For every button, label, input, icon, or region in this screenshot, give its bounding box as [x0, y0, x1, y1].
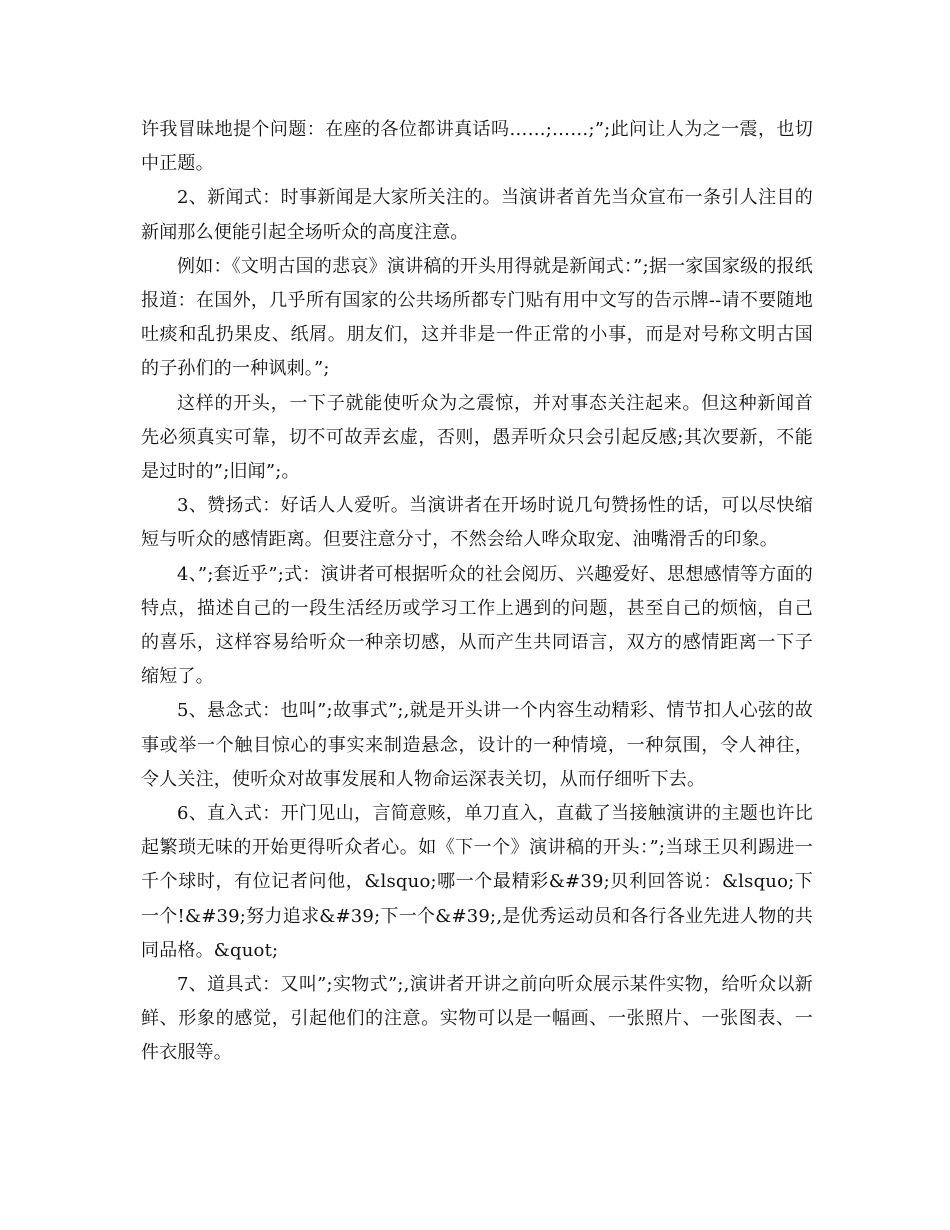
paragraph-continuation: 许我冒昧地提个问题：在座的各位都讲真话吗……;……;”;此问让人为之一震，也切中正题。 [141, 119, 813, 175]
paragraph-praise-style: 3、赞扬式：好话人人爱听。当演讲者在开场时说几句赞扬性的话，可以尽快缩短与听众的感情距离。但要注意分寸，不然会给人哗众取宠、油嘴滑舌的印象。 [141, 495, 813, 551]
paragraph-news-example: 例如：《文明古国的悲哀》演讲稿的开头用得就是新闻式：”;据一家国家级的报纸报道：在国外，几乎所有国家的公共场所都专门贴有用中文写的告示牌--请不要随地吐痰和乱扔果皮、纸屑。朋友们，这并非是一件正常的小事，而是对号称文明古国的子孙们的一种讽刺。”; [141, 255, 813, 380]
paragraph-rapport-style: 4、”;套近乎”;式：演讲者可根据听众的社会阅历、兴趣爱好、思想感情等方面的特点，描述自己的一段生活经历或学习工作上遇到的问题，甚至自己的烦恼，自己的喜乐，这样容易给听众一种亲切感，从而产生共同语言，双方的感情距离一下子缩短了。 [141, 563, 813, 688]
paragraph-news-style: 2、新闻式：时事新闻是大家所关注的。当演讲者首先当众宣布一条引人注目的新闻那么便能引起全场听众的高度注意。 [141, 187, 813, 243]
paragraph-direct-style: 6、直入式：开门见山，言简意赅，单刀直入，直截了当接触演讲的主题也许比起繁琐无味的开始更得听众者心。如《下一个》演讲稿的开头：”;当球王贝利踢进一千个球时，有位记者问他，&lsquo;哪一个最精彩&#39;贝利回答说：&lsquo;下一个!&#39;努力追求&#39;下一个&#39;,是优秀运动员和各行各业先进人物的共同品格。&quot; [141, 803, 813, 961]
paragraph-prop-style: 7、道具式：又叫”;实物式”;,演讲者开讲之前向听众展示某件实物，给听众以新鲜、形象的感觉，引起他们的注意。实物可以是一幅画、一张照片、一张图表、一件衣服等。 [141, 974, 813, 1064]
paragraph-news-comment: 这样的开头，一下子就能使听众为之震惊，并对事态关注起来。但这种新闻首先必须真实可靠，切不可故弄玄虚，否则，愚弄听众只会引起反感;其次要新，不能是过时的”;旧闻”;。 [141, 392, 813, 483]
document-body [141, 113, 813, 1071]
paragraph-suspense-style: 5、悬念式：也叫”;故事式”;,就是开头讲一个内容生动精彩、情节扣人心弦的故事或举一个触目惊心的事实来制造悬念，设计的一种情境，一种氛围，令人神往，令人关注，使听众对故事发展和人物命运深表关切，从而仔细听下去。 [141, 700, 813, 790]
